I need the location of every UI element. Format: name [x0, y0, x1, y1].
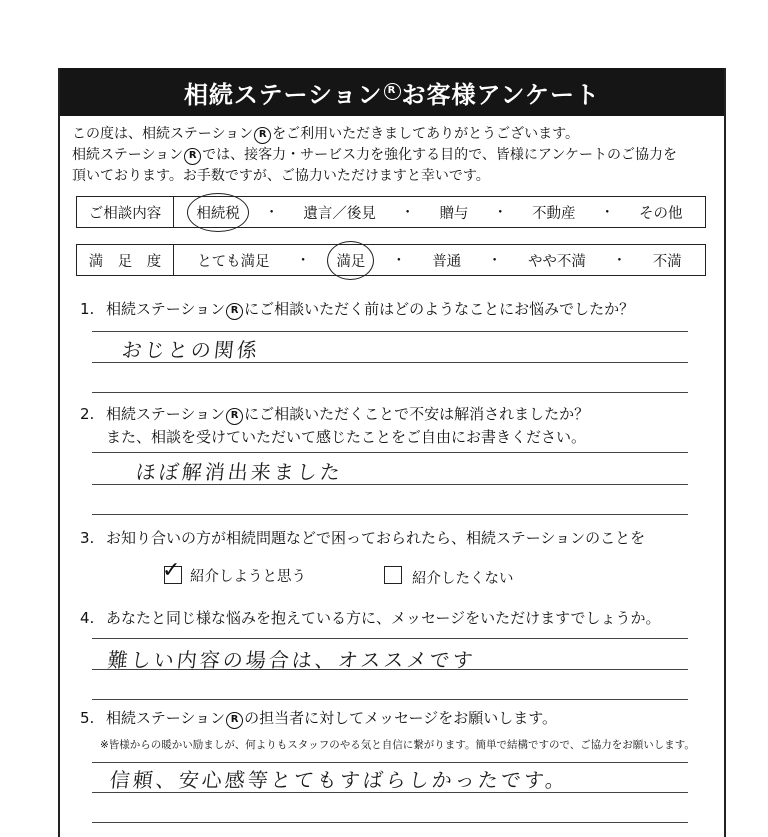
answer-line	[92, 792, 688, 793]
satisfaction-label: 満 足 度	[77, 245, 174, 275]
separator-dot: ・	[600, 205, 615, 221]
question-2-answer[interactable]: ほぼ解消出来ました	[134, 460, 345, 484]
consult-type-options	[174, 200, 705, 225]
question-5-answer[interactable]: 信頼、安心感等とてもすばらしかったです。	[108, 768, 570, 792]
intro-line3: 頂いております。お手数ですが、ご協力いただけますと幸いです。	[72, 168, 490, 184]
question-1	[80, 298, 720, 321]
question-5	[80, 707, 720, 730]
question-number: 2.	[80, 405, 95, 423]
question-2-text-b: にご相談いただくことで不安は解消されましたか？	[244, 405, 590, 423]
answer-line	[92, 331, 688, 332]
satisfaction-option-dissatisfied[interactable]: 不満	[652, 253, 682, 270]
intro-line1-a: この度は、相続ステーション	[72, 126, 254, 142]
question-5-note: ※皆様からの暖かい励ましが、何よりもスタッフのやる気と自信に繋がります。簡単で結構ですので、ご協力をお願いします。	[100, 739, 695, 751]
registered-mark-icon: R	[226, 712, 243, 729]
separator-dot: ・	[493, 205, 508, 221]
survey-sheet	[58, 68, 726, 837]
check-mark-icon: ✓	[162, 558, 181, 583]
question-4	[80, 607, 720, 629]
consult-option-other[interactable]: その他	[639, 205, 683, 222]
registered-mark-icon: R	[384, 83, 401, 100]
question-number: 3.	[80, 529, 95, 547]
recommend-yes-label: 紹介しようと思う	[190, 569, 306, 585]
satisfaction-options	[174, 248, 705, 273]
question-3-text: お知り合いの方が相続問題などで困っておられたら、相続ステーションのことを	[106, 529, 646, 547]
consult-option-will[interactable]: 遺言／後見	[303, 205, 376, 222]
satisfaction-option-neutral[interactable]: 普通	[432, 253, 462, 270]
survey-header	[60, 68, 724, 116]
answer-line	[92, 392, 688, 393]
answer-line	[92, 514, 688, 515]
consult-option-real-estate[interactable]: 不動産	[531, 205, 576, 222]
question-1-answer[interactable]: おじとの関係	[120, 338, 262, 362]
satisfaction-option-very-satisfied[interactable]: とても満足	[197, 253, 270, 270]
answer-line	[92, 699, 688, 700]
separator-dot: ・	[612, 253, 627, 269]
answer-line	[92, 638, 688, 639]
question-2	[80, 403, 720, 448]
registered-mark-icon: R	[226, 303, 243, 320]
registered-mark-icon: R	[254, 127, 271, 144]
question-1-text-a: 相続ステーション	[106, 300, 226, 318]
answer-line	[92, 669, 688, 670]
question-5-text-a: 相続ステーション	[106, 709, 226, 727]
question-number: 5.	[80, 709, 95, 727]
recommend-no-checkbox[interactable]	[384, 566, 402, 584]
intro-line1-b: をご利用いただきましてありがとうございます。	[272, 126, 580, 142]
question-4-text: あなたと同じ様な悩みを抱えている方に、メッセージをいただけますでしょうか。	[106, 609, 661, 627]
question-2-text-a: 相続ステーション	[106, 405, 226, 423]
intro-line2-a: 相続ステーション	[72, 147, 184, 163]
question-1-text-b: にご相談いただく前はどのようなことにお悩みでしたか？	[244, 300, 635, 318]
separator-dot: ・	[264, 205, 279, 221]
question-4-answer[interactable]: 難しい内容の場合は、オススメです	[106, 648, 477, 672]
answer-line	[92, 362, 688, 363]
consult-type-row	[76, 196, 706, 228]
intro-line2-b: では、接客力・サービス力を強化する目的で、皆様にアンケートのご協力を	[202, 147, 678, 163]
registered-mark-icon: R	[226, 408, 243, 425]
satisfaction-row	[76, 244, 706, 276]
separator-dot: ・	[487, 253, 502, 269]
header-title-a: 相続ステーション	[183, 80, 383, 109]
intro-text	[72, 124, 712, 187]
answer-line	[92, 484, 688, 485]
consult-type-label: ご相談内容	[77, 197, 174, 227]
question-2-text-2: また、相談を受けていただいて感じたことをご自由にお書きください。	[106, 427, 587, 446]
registered-mark-icon: R	[184, 148, 201, 165]
answer-line	[92, 762, 688, 763]
question-5-text-b: の担当者に対してメッセージをお願いします。	[244, 709, 558, 727]
satisfaction-option-somewhat-dissatisfied[interactable]: やや不満	[527, 253, 586, 270]
recommend-no-label: 紹介したくない	[412, 571, 514, 587]
answer-line	[92, 452, 688, 453]
consult-option-gift[interactable]: 贈与	[439, 205, 469, 222]
question-number: 1.	[80, 300, 95, 318]
satisfaction-option-satisfied[interactable]: 満足	[332, 248, 369, 273]
consult-option-inheritance-tax[interactable]: 相続税	[192, 200, 244, 225]
separator-dot: ・	[400, 205, 415, 221]
question-3	[80, 527, 720, 549]
answer-line	[92, 822, 688, 823]
separator-dot: ・	[296, 253, 311, 269]
header-title-b: お客様アンケート	[401, 80, 601, 109]
question-number: 4.	[80, 609, 95, 627]
separator-dot: ・	[391, 253, 406, 269]
